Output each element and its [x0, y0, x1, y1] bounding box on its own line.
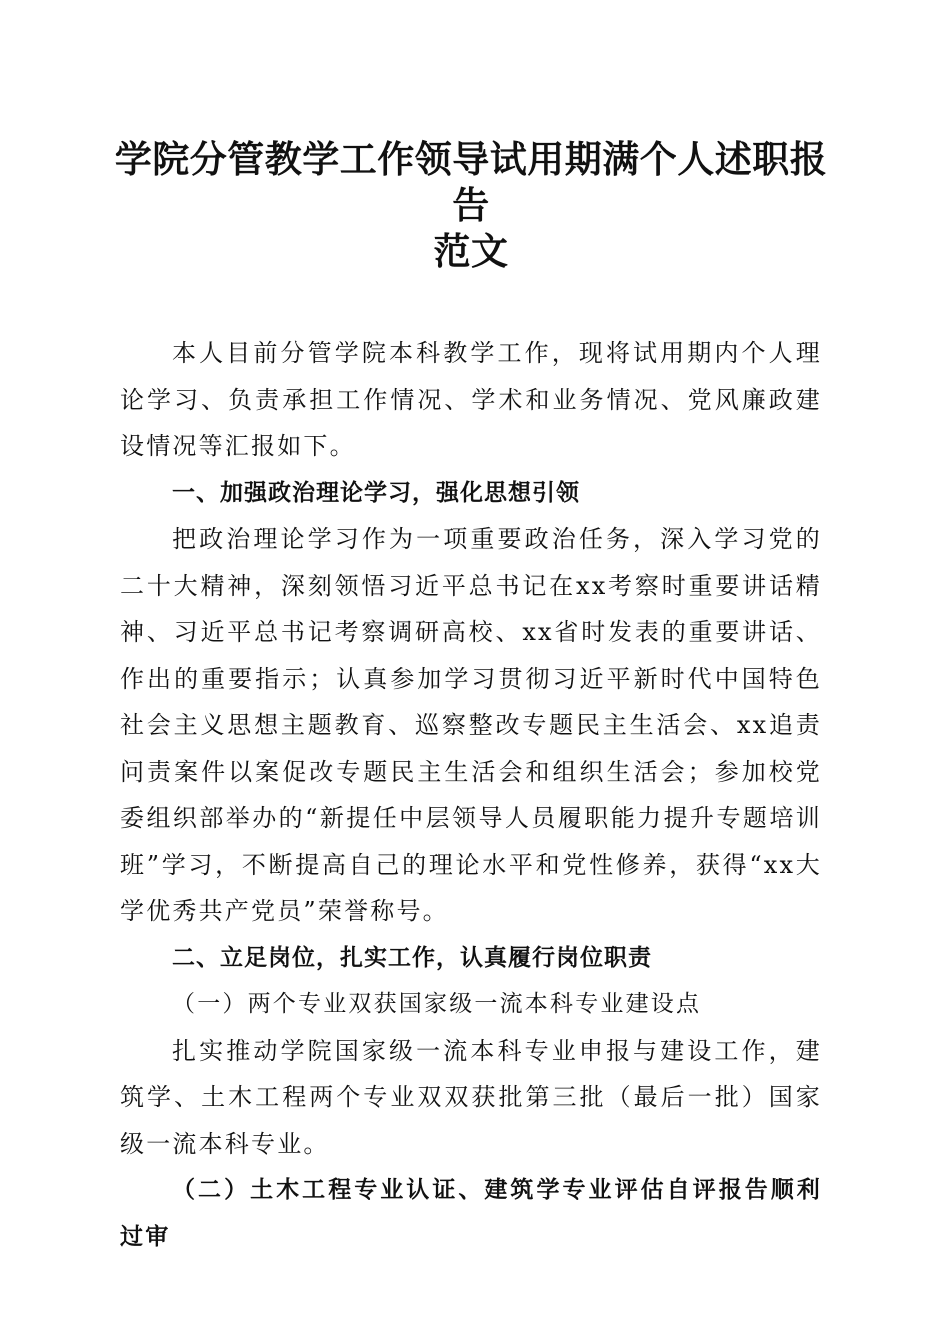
- title-line-1: 学院分管教学工作领导试用期满个人述职报告: [114, 137, 828, 227]
- section-2-heading: 二、立足岗位，扎实工作，认真履行岗位职责: [172, 944, 652, 971]
- section-1-heading: 一、加强政治理论学习，强化思想引领: [172, 479, 580, 506]
- subsection-1-heading: （一）两个专业双获国家级一流本科专业建设点: [172, 991, 702, 1017]
- subsection-1-paragraph: 扎实推动学院国家级一流本科专业申报与建设工作，建筑学、土木工程两个专业双双获批第三批（最后一批）国家级一流本科专业。: [120, 1036, 822, 1158]
- title-line-2: 范文: [433, 229, 509, 273]
- document-body: [120, 330, 822, 1260]
- intro-paragraph: 本人目前分管学院本科教学工作，现将试用期内个人理论学习、负责承担工作情况、学术和业务情况、党风廉政建设情况等汇报如下。: [120, 339, 822, 460]
- subsection-2-heading: （二）土木工程专业认证、建筑学专业评估自评报告顺利过审: [120, 1176, 822, 1250]
- document-title: [110, 136, 832, 274]
- section-1-paragraph: 把政治理论学习作为一项重要政治任务，深入学习党的二十大精神，深刻领悟习近平总书记在xx考察时重要讲话精神、习近平总书记考察调研高校、xx省时发表的重要讲话、作出的重要指示；认真参加学习贯彻习近平新时代中国特色社会主义思想主题教育、巡察整改专题民主生活会、xx追责问责案件以案促改专题民主生活会和组织生活会；参加校党委组织部举办的“新提任中层领导人员履职能力提升专题培训班”学习，不断提高自己的理论水平和党性修养，获得“xx大学优秀共产党员”荣誉称号。: [120, 525, 822, 925]
